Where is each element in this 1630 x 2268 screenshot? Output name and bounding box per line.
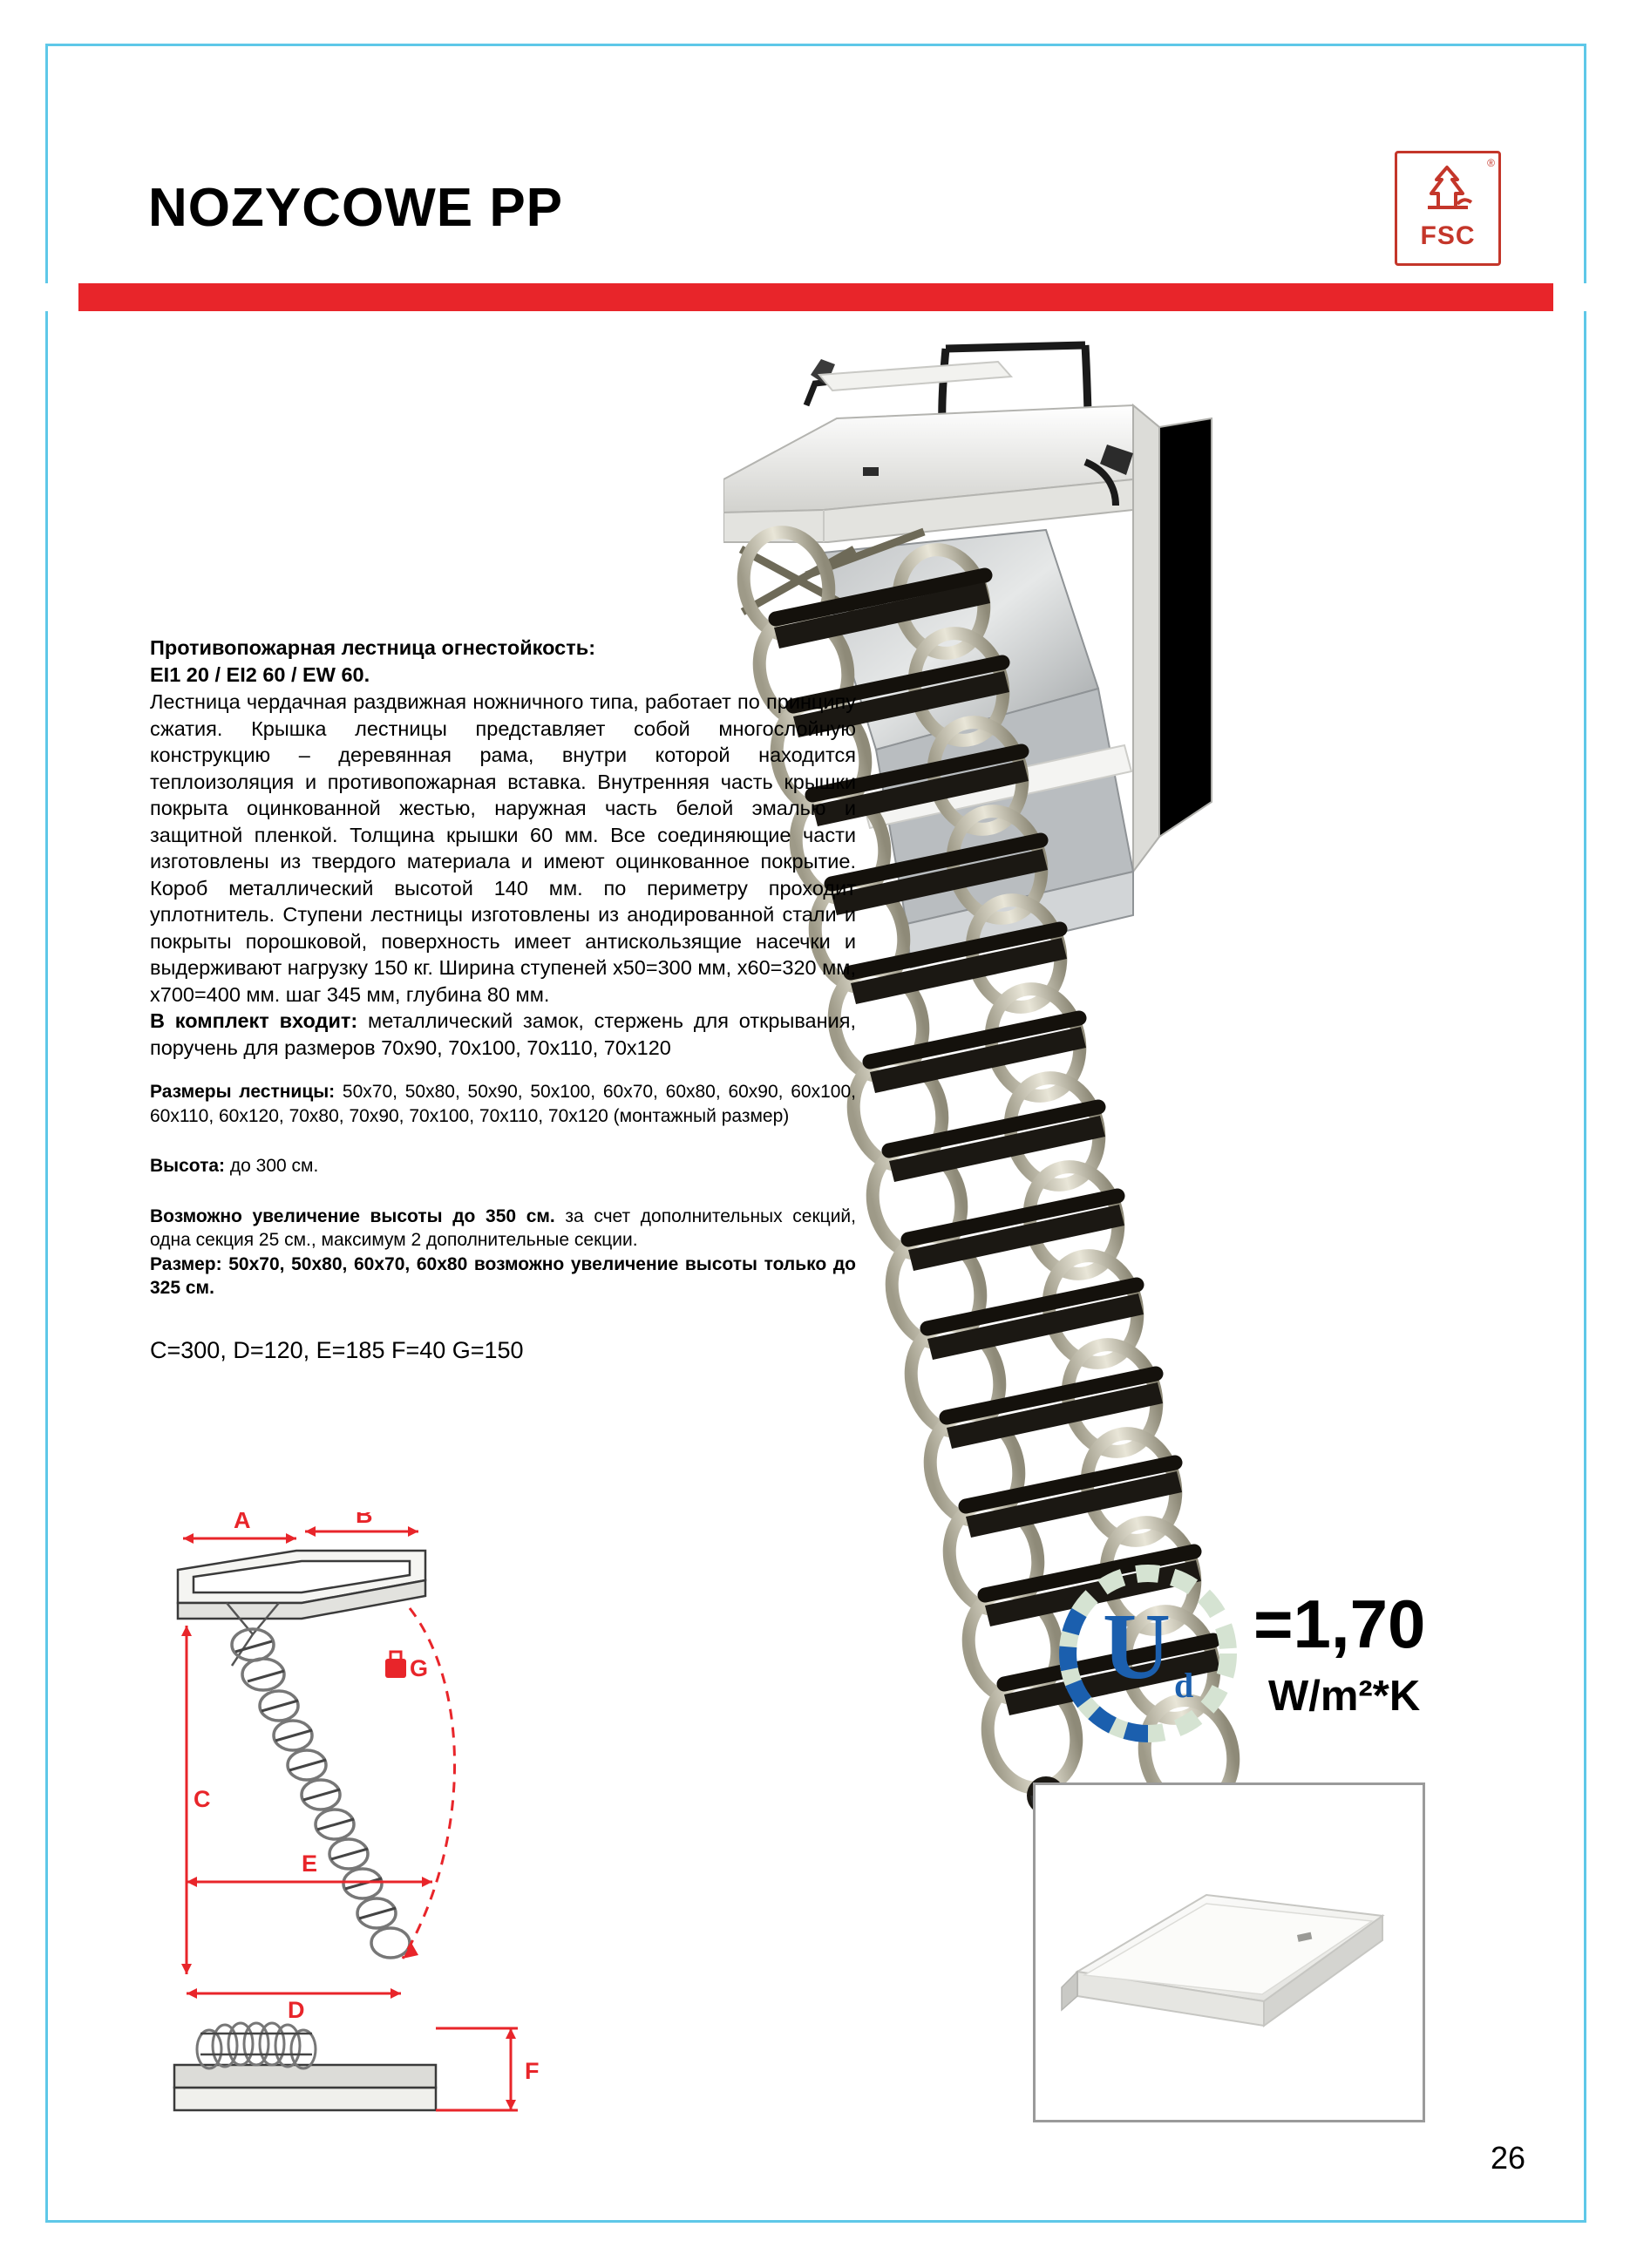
fire-rating-heading-line2: EI1 20 / EI2 60 / EW 60. [150, 663, 370, 686]
size-note-text: Размер: 50x70, 50x80, 60x70, 60x80 возможно увеличение высоты только до 325 см. [150, 1253, 856, 1298]
extension-paragraph [150, 1205, 856, 1253]
u-value-unit: W/m²*K [1268, 1673, 1421, 1720]
red-divider-right-gap [1553, 283, 1586, 311]
dim-label-c: C [194, 1786, 211, 1812]
size-note [150, 1253, 856, 1300]
u-value-badge [1055, 1560, 1447, 1761]
dim-label-b: B [356, 1512, 373, 1528]
u-subscript: d [1174, 1666, 1194, 1705]
height-paragraph [150, 1154, 856, 1178]
height-label: Высота: [150, 1156, 226, 1176]
kit-contents-paragraph [150, 1008, 856, 1061]
page-number: 26 [1490, 2140, 1525, 2176]
dim-label-g: G [410, 1655, 429, 1681]
kit-contents-text: металлический замок, стержень для открывания, поручень для размеров 70x90, 70x100, 70x110, 70x120 [150, 1009, 856, 1059]
description-column [150, 635, 856, 1365]
technical-drawing [148, 1512, 715, 2122]
sizes-text: 50x70, 50x80, 50x90, 50x100, 60x70, 60x80, 60x90, 60x100, 60x110, 60x120, 70x80, 70x90, 70x100, 70x110, 70x120 (монтажный размер) [150, 1082, 856, 1126]
fire-rating-heading-line1: Противопожарная лестница огнестойкость: [150, 636, 596, 659]
page-title: NOZYCOWE PP [148, 178, 564, 238]
registered-trademark-icon: ® [1487, 157, 1495, 169]
u-symbol: U [1103, 1595, 1171, 1699]
dim-label-d: D [288, 1997, 305, 2023]
red-divider-left-gap [45, 283, 78, 311]
extension-label: Возможно увеличение высоты до 350 см. [150, 1205, 555, 1226]
kit-contents-label: В комплект входит: [150, 1009, 358, 1032]
page-header [48, 46, 1584, 283]
product-photo-closed-hatch [1033, 1782, 1425, 2122]
sizes-label: Размеры лестницы: [150, 1082, 336, 1102]
dim-label-f: F [525, 2058, 540, 2084]
dim-label-a: A [234, 1512, 251, 1533]
fsc-logo [1395, 151, 1501, 266]
u-value-number: =1,70 [1253, 1586, 1426, 1662]
product-description: Лестница чердачная раздвижная ножничного типа, работает по принципу сжатия. Крышка лестницы представляет собой многослойную конструкцию – деревянная рама, внутри которой находится теплоизоляция и противопожарная вставка. Внутренняя часть крышки покрыта оцинкованной жестью, наружная часть белой эмалью и защитной пленкой. Толщина крышки 60 мм. Все соединяющие части изготовлены из твердого материала и имеют оцинкованное покрытие. Короб металлический высотой 140 мм. по периметру проходит уплотнитель. Ступени лестницы изготовлены из анодированной стали и покрыты порошковой, поверхность имеет антискользящие насечки и выдерживают нагрузку 150 кг. Ширина ступеней х50=300 мм, х60=320 мм, х700=400 мм. шаг 345 мм, глубина 80 мм. [150, 690, 856, 1006]
dim-label-e: E [302, 1850, 318, 1877]
extension-text: за счет дополнительных секций, одна секция 25 см., максимум 2 дополнительные секции. [150, 1205, 856, 1250]
sizes-paragraph [150, 1080, 856, 1128]
height-text: до 300 см. [225, 1156, 319, 1176]
header-red-divider [45, 283, 1586, 311]
tree-icon [1419, 164, 1477, 218]
dimension-values: C=300, D=120, E=185 F=40 G=150 [150, 1336, 524, 1363]
fsc-label: FSC [1420, 221, 1476, 250]
